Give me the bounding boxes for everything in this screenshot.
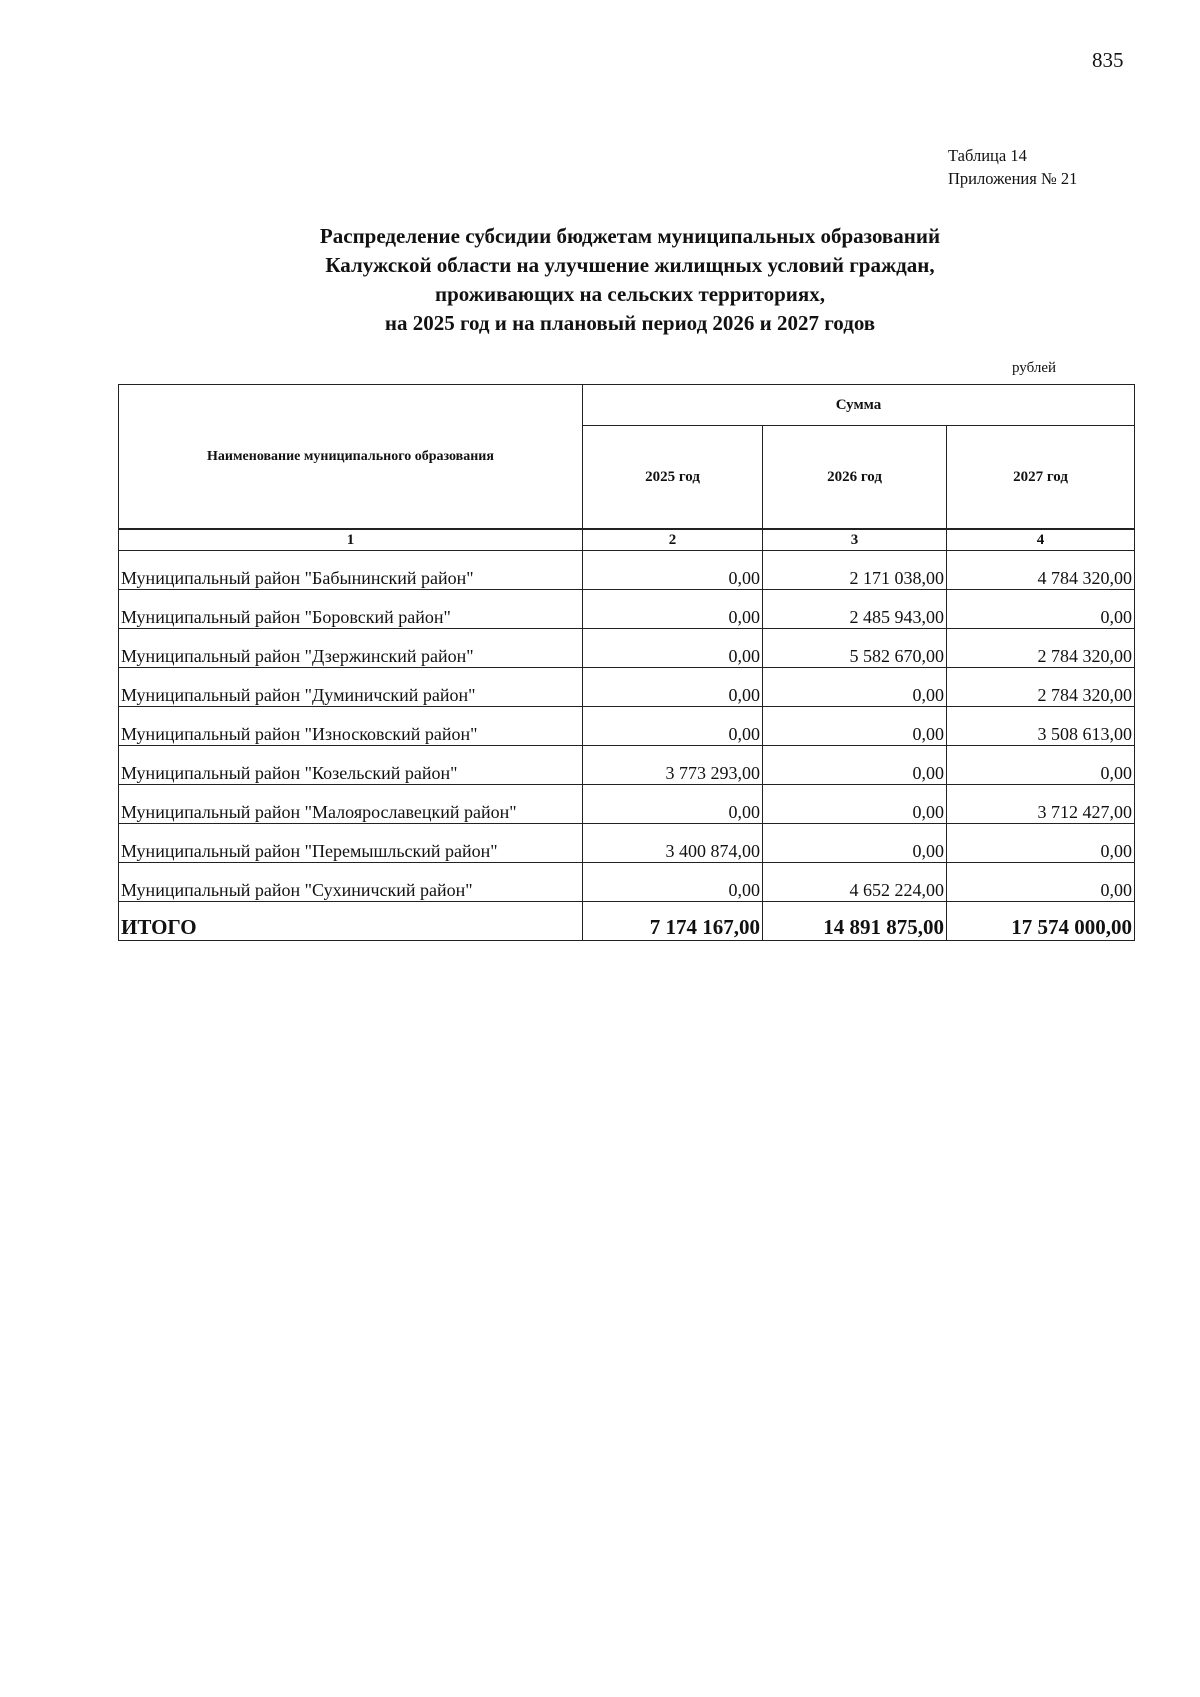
row-value-2027: 3 508 613,00: [947, 707, 1135, 746]
row-value-2026: 2 485 943,00: [763, 590, 947, 629]
column-number-1: 1: [119, 529, 583, 551]
row-value-2027: 0,00: [947, 746, 1135, 785]
header-row-1: [119, 385, 1135, 426]
row-value-2025: 0,00: [583, 629, 763, 668]
row-name: Муниципальный район "Бабынинский район": [119, 551, 583, 590]
row-value-2026: 2 171 038,00: [763, 551, 947, 590]
appendix-number: Приложения № 21: [948, 169, 1078, 188]
units-label: рублей: [1012, 360, 1057, 376]
row-value-2027: 3 712 427,00: [947, 785, 1135, 824]
row-value-2025: 0,00: [583, 863, 763, 902]
table-row: [119, 863, 1135, 902]
row-value-2026: 0,00: [763, 746, 947, 785]
row-value-2027: 0,00: [947, 824, 1135, 863]
total-label: ИТОГО: [119, 902, 583, 941]
page-number: 835: [1092, 48, 1124, 72]
row-name: Муниципальный район "Боровский район": [119, 590, 583, 629]
total-value-2026: 14 891 875,00: [763, 902, 947, 941]
row-value-2025: 0,00: [583, 785, 763, 824]
row-value-2026: 5 582 670,00: [763, 629, 947, 668]
header-name-column: Наименование муниципального образования: [119, 385, 583, 530]
row-value-2026: 0,00: [763, 785, 947, 824]
table-row: [119, 668, 1135, 707]
row-value-2025: 0,00: [583, 590, 763, 629]
document-title: [200, 222, 1060, 338]
subsidy-table: [118, 384, 1135, 941]
row-value-2026: 0,00: [763, 668, 947, 707]
column-number-4: 4: [947, 529, 1135, 551]
title-line-1: Распределение субсидии бюджетам муниципальных образований: [319, 224, 941, 248]
title-line-4: на 2025 год и на плановый период 2026 и 2027 годов: [384, 311, 876, 335]
table-row: [119, 551, 1135, 590]
table-row: [119, 824, 1135, 863]
table-reference: [948, 144, 1077, 190]
title-line-2: Калужской области на улучшение жилищных условий граждан,: [325, 253, 935, 277]
total-row: [119, 902, 1135, 941]
header-year-2025: 2025 год: [583, 426, 763, 530]
table-row: [119, 590, 1135, 629]
row-value-2027: 2 784 320,00: [947, 629, 1135, 668]
total-value-2025: 7 174 167,00: [583, 902, 763, 941]
row-value-2027: 0,00: [947, 863, 1135, 902]
row-value-2025: 3 773 293,00: [583, 746, 763, 785]
table-header: [119, 385, 1135, 551]
table-row: [119, 746, 1135, 785]
title-line-3: проживающих на сельских территориях,: [435, 282, 825, 306]
row-value-2025: 0,00: [583, 668, 763, 707]
table-row: [119, 707, 1135, 746]
row-value-2026: 0,00: [763, 824, 947, 863]
column-number-row: [119, 529, 1135, 551]
table-body: [119, 551, 1135, 941]
row-name: Муниципальный район "Козельский район": [119, 746, 583, 785]
row-name: Муниципальный район "Износковский район": [119, 707, 583, 746]
table-row: [119, 785, 1135, 824]
row-value-2027: 2 784 320,00: [947, 668, 1135, 707]
header-year-2026: 2026 год: [763, 426, 947, 530]
row-value-2027: 0,00: [947, 590, 1135, 629]
total-value-2027: 17 574 000,00: [947, 902, 1135, 941]
row-value-2025: 0,00: [583, 551, 763, 590]
header-sum: Сумма: [583, 385, 1135, 426]
column-number-3: 3: [763, 529, 947, 551]
row-value-2025: 0,00: [583, 707, 763, 746]
table-row: [119, 629, 1135, 668]
row-value-2026: 0,00: [763, 707, 947, 746]
table-number: Таблица 14: [948, 146, 1027, 165]
row-name: Муниципальный район "Сухиничский район": [119, 863, 583, 902]
row-value-2026: 4 652 224,00: [763, 863, 947, 902]
row-value-2025: 3 400 874,00: [583, 824, 763, 863]
row-name: Муниципальный район "Думиничский район": [119, 668, 583, 707]
row-name: Муниципальный район "Малоярославецкий район": [119, 785, 583, 824]
row-name: Муниципальный район "Дзержинский район": [119, 629, 583, 668]
header-year-2027: 2027 год: [947, 426, 1135, 530]
row-name: Муниципальный район "Перемышльский район": [119, 824, 583, 863]
row-value-2027: 4 784 320,00: [947, 551, 1135, 590]
column-number-2: 2: [583, 529, 763, 551]
